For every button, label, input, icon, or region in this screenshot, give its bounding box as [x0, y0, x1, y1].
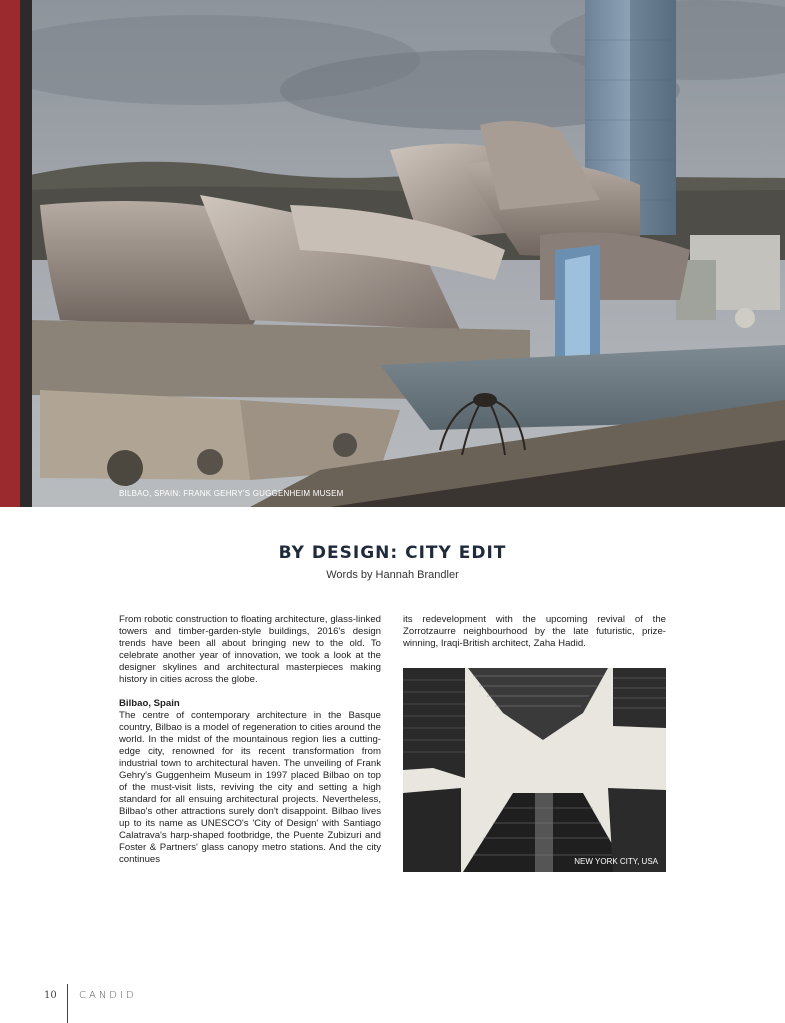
hero-photo — [0, 0, 785, 507]
continued-body: its redevelopment with the upcoming revival of the Zorrotzaurre neighbourhood by the late futuristic, prize-winning, Iraqi-British architect, Zaha Hadid. — [403, 614, 666, 649]
section-body: The centre of contemporary architecture in the Basque country, Bilbao is a model of regeneration to cities around the world. In the midst of the mountainous region lies a cutting-edge city, renowned for its recent transformation from industrial town to architectural haven. The unveiling of Frank Gehry's Guggenheim Museum in 1997 placed Bilbao on top of the must-visit lists, reviving the city and setting a high standard for all ensuing architectural projects. Nevertheless, Bilbao's other attractions surely don't disappoint. Bilbao lives up to its name as UNESCO's 'City of Design' with Santiago Calatrava's harp-shaped footbridge, the Puente Zubizuri and Foster & Partners' glass canopy metro stations. And the city continues — [119, 710, 381, 865]
article-byline: Words by Hannah Brandler — [326, 569, 459, 581]
magazine-brand: CANDID — [79, 990, 137, 1001]
section-heading: Bilbao, Spain — [119, 698, 180, 709]
footer-divider — [67, 984, 68, 1023]
page-number: 10 — [44, 990, 57, 1001]
article-intro: From robotic construction to floating architecture, glass-linked towers and timber-garden-style buildings, 2016's design trends have been all about bringing new to the old. To celebrate another year of innovation, we took a look at the designer skylines and architectural masterpieces making history in cities across the globe. — [119, 614, 381, 685]
article-column-right — [403, 614, 666, 650]
article-column-left — [119, 614, 381, 866]
guggenheim-illustration — [0, 0, 785, 507]
nyc-caption: NEW YORK CITY, USA — [574, 857, 658, 866]
hero-caption: BILBAO, SPAIN: FRANK GEHRY'S GUGGENHEIM MUSEM — [119, 489, 344, 498]
skyscrapers-illustration — [403, 668, 666, 872]
nyc-photo — [403, 668, 666, 872]
article-title: BY DESIGN: CITY EDIT — [278, 543, 507, 563]
